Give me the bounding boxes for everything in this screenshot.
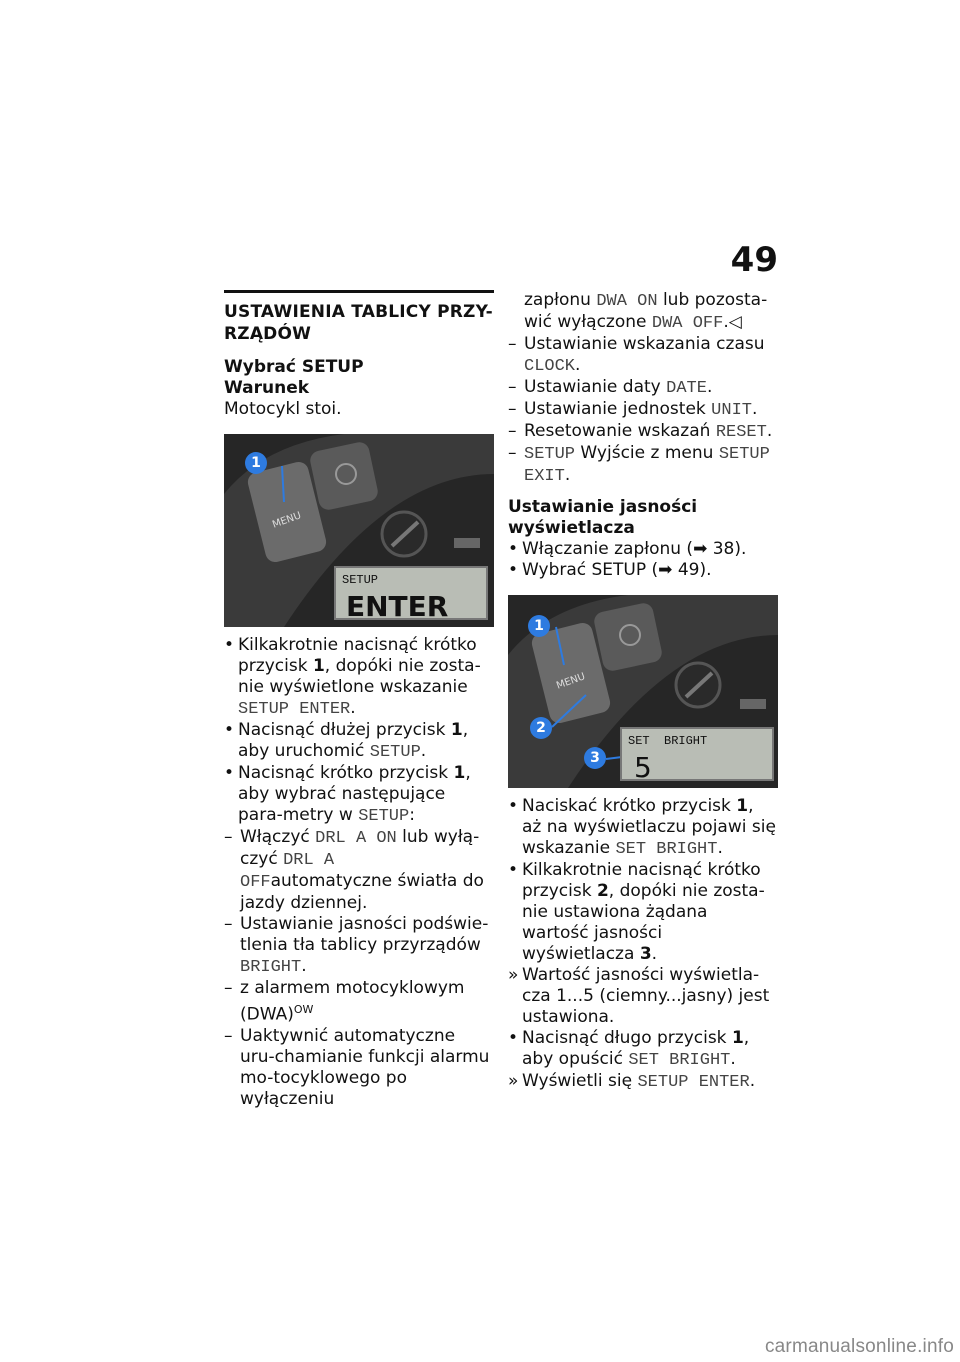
param-clock: – Ustawianie wskazania czasu CLOCK.	[508, 334, 765, 376]
param-dwa-auto: – Uaktywnić automatyczne uru-chamianie funkcji alarmu mo-tocyklowego po wyłączeniu	[224, 1025, 490, 1109]
result-setup-enter: » Wyświetli się SETUP ENTER.	[508, 1071, 756, 1092]
lcd-main-text: 5	[634, 751, 652, 784]
section-rule	[224, 290, 494, 293]
param-exit: – SETUP Wyjście z menu SETUP EXIT.	[508, 443, 770, 486]
callout-1: 1	[528, 615, 550, 637]
result-brightness-set: » Wartość jasności wyświetla-cza 1...5 (ciemny...jasny) jest ustawiona.	[508, 965, 770, 1027]
page-number: 49	[730, 240, 778, 280]
menu-button-label: MENU	[271, 510, 303, 531]
step-3: • Nacisnąć krótko przycisk 1, aby wybrać następujące para-metry w SETUP:	[224, 763, 471, 826]
step-press-1: • Naciskać krótko przycisk 1, aż na wyświetlaczu pojawi się wskazanie SET BRIGHT.	[508, 796, 776, 859]
lcd-display	[620, 727, 774, 784]
param-drl: – Włączyć DRL A ON lub wyłą-czyć DRL A OFFautomatyczne światła do jazdy dziennej.	[224, 827, 484, 913]
callout-2: 2	[530, 717, 552, 739]
lcd-display	[334, 566, 488, 623]
step-1: • Kilkakrotnie nacisnąć krótko przycisk 1, dopóki nie zosta-nie wyświetlone wskazanie SETUP ENTER.	[224, 635, 481, 719]
arrow-right-icon: ➡	[658, 560, 678, 580]
figure-handlebar-menu	[224, 434, 494, 627]
section2-title: Ustawianie jasności wyświetlacza	[508, 497, 698, 538]
arrow-right-icon: ➡	[693, 539, 713, 559]
lcd-top-text: SET BRIGHT	[628, 734, 708, 748]
condition-label: Warunek	[224, 378, 310, 398]
left-column	[224, 290, 494, 1110]
param-dwa: – z alarmem motocyklowym (DWA)$^{OW}$	[224, 978, 465, 1025]
param-unit: – Ustawianie jednostek UNIT.	[508, 399, 758, 420]
param-bright: – Ustawianie jasności podświe-tlenia tła tablicy przyrządów BRIGHT.	[224, 914, 489, 977]
step-press-2: • Kilkakrotnie nacisnąć krótko przycisk 2, dopóki nie zosta-nie ustawiona żądana wartość jasności wyświetlacza 3.	[508, 860, 765, 964]
callout-1: 1	[245, 452, 267, 474]
section-title: USTAWIENIA TABLICY PRZY-RZĄDÓW	[224, 302, 493, 344]
menu-button-label: MENU	[555, 671, 587, 692]
watermark: carmanualsonline.info	[764, 1336, 954, 1357]
step-select-setup: • Wybrać SETUP (➡ 49).	[508, 560, 712, 580]
param-date: – Ustawianie daty DATE.	[508, 377, 713, 398]
param-reset: – Resetowanie wskazań RESET.	[508, 421, 773, 442]
step-2: • Nacisnąć dłużej przycisk 1, aby uruchomić SETUP.	[224, 720, 469, 762]
lcd-top-text: SETUP	[342, 573, 379, 587]
callout-3: 3	[584, 747, 606, 769]
figure-set-bright	[508, 595, 778, 788]
param-dwa-cont: zapłonu DWA ON lub pozosta-wić wyłączone DWA OFF.◁	[524, 290, 768, 333]
condition-text: Motocykl stoi.	[224, 399, 342, 419]
step-ignition: • Włączanie zapłonu (➡ 38).	[508, 539, 747, 559]
right-column	[508, 290, 778, 1093]
subtitle-select-setup: Wybrać SETUP	[224, 357, 364, 377]
step-exit: • Nacisnąć długo przycisk 1, aby opuścić SET BRIGHT.	[508, 1028, 750, 1070]
lcd-main-text: ENTER	[346, 590, 449, 623]
